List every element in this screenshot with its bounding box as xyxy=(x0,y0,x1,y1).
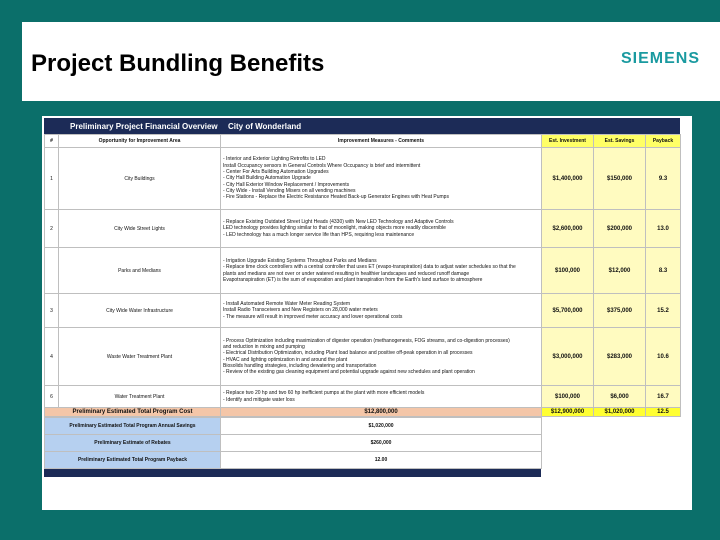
row-number xyxy=(45,248,59,294)
measure-line: - City Hall Building Automation Upgrade xyxy=(223,175,311,182)
measure-line: - Replace two 20 hp and two 60 hp inefficient pumps at the plant with more efficient models xyxy=(223,390,425,397)
siemens-logo: SIEMENS xyxy=(620,50,700,67)
measure-line: - City Wide - Install Vending Misers on all vending machines xyxy=(223,187,356,194)
row-number: 4 xyxy=(45,328,59,386)
est-investment: $3,000,000 xyxy=(542,328,594,386)
table-row xyxy=(45,294,681,328)
payback: 13.0 xyxy=(646,210,681,248)
measure-line: - Replace Existing Outdated Street Light Heads (4330) with New LED Technology and Adaptive Controls xyxy=(223,219,454,226)
measure-line: plants and medians are not over or under watered resulting in healthier landscapes and reduced runoff damage xyxy=(223,270,470,277)
measure-line: - City Hall Exterior Window Replacement / Improvements xyxy=(223,181,350,188)
sheet-title-bar xyxy=(44,118,680,134)
col-header: Est. Savings xyxy=(594,135,646,148)
opportunity-area: City Wide Street Lights xyxy=(59,210,221,248)
measure-line: - HVAC and lighting optimization in and around the plant xyxy=(223,356,348,363)
table-row xyxy=(45,328,681,386)
row-number: 2 xyxy=(45,210,59,248)
table-header-row xyxy=(45,135,681,148)
measure-line: Biosolids handling strategies, including dewatering and transportation xyxy=(223,362,377,369)
summary-value: $1,020,000 xyxy=(221,418,542,435)
opportunity-area: Waste Water Treatment Plant xyxy=(59,328,221,386)
payback: 15.2 xyxy=(646,294,681,328)
col-header: Est. Investment xyxy=(542,135,594,148)
row-number: 6 xyxy=(45,386,59,408)
col-header: Improvement Measures - Comments xyxy=(221,135,542,148)
opportunity-area: City Buildings xyxy=(59,148,221,210)
summary-value: 12.00 xyxy=(221,452,542,469)
table-row xyxy=(45,210,681,248)
row-number: 1 xyxy=(45,148,59,210)
improvement-measures xyxy=(221,210,542,248)
summary-label: Preliminary Estimate of Rebates xyxy=(45,435,221,452)
improvement-measures xyxy=(221,294,542,328)
improvement-measures xyxy=(221,328,542,386)
sheet-title: Preliminary Project Financial Overview xyxy=(70,122,218,131)
measure-line: - The measure will result in improved meter accuracy and lower operational costs xyxy=(223,313,403,320)
measure-line: Evapotranspiration (ET) is the sum of evaporation and plant transpiration from the Earth's land surface to atmosphere xyxy=(223,276,483,283)
est-investment: $100,000 xyxy=(542,386,594,408)
financial-overview-sheet xyxy=(44,118,680,477)
slide-header xyxy=(22,22,720,101)
est-investment: $1,400,000 xyxy=(542,148,594,210)
summary-label: Preliminary Estimated Total Program Annual Savings xyxy=(45,418,221,435)
table-row xyxy=(45,386,681,408)
table-row xyxy=(45,248,681,294)
summary-label: Preliminary Estimated Total Program Payback xyxy=(45,452,221,469)
est-savings: $12,000 xyxy=(594,248,646,294)
est-investment: $100,000 xyxy=(542,248,594,294)
summary-row xyxy=(45,452,542,469)
improvement-measures xyxy=(221,386,542,408)
est-savings: $200,000 xyxy=(594,210,646,248)
payback: 10.6 xyxy=(646,328,681,386)
summary-value: $260,000 xyxy=(221,435,542,452)
measure-line: - Replace time clock controllers with a central controller that uses ET (evapo-transpiration) data to adjust water schedules so that the xyxy=(223,264,516,271)
summary-row xyxy=(45,418,542,435)
table-row xyxy=(45,148,681,210)
measure-line: - Review of the existing gas cleaning equipment and potential upgrade against new schedules and plant operation xyxy=(223,369,475,376)
est-savings: $375,000 xyxy=(594,294,646,328)
measure-line: Install Radio Transceivers and New Registers on 28,000 water meters xyxy=(223,307,378,314)
payback: 8.3 xyxy=(646,248,681,294)
measure-line: - Fire Stations - Replace the Electric Resistance Heated Back-up Generator Engines with Heat Pumps xyxy=(223,194,449,201)
payback: 16.7 xyxy=(646,386,681,408)
opportunity-area: City Wide Water Infrastructure xyxy=(59,294,221,328)
est-investment: $5,700,000 xyxy=(542,294,594,328)
total-investment: $12,900,000 xyxy=(542,408,594,417)
summary-table xyxy=(44,417,542,469)
measure-line: - LED technology has a much longer service life than HPS, requiring less maintenance xyxy=(223,231,415,238)
sheet-footer-bar xyxy=(44,469,541,477)
est-savings: $6,000 xyxy=(594,386,646,408)
total-value: $12,800,000 xyxy=(221,408,542,417)
measure-line: LED technology provides lighting similar to that of moonlight, making objects more readily discernible xyxy=(223,225,446,232)
est-savings: $283,000 xyxy=(594,328,646,386)
total-savings: $1,020,000 xyxy=(594,408,646,417)
measure-line: and reduction in mixing and pumping xyxy=(223,343,305,350)
measure-line: - Process Optimization including maximization of digester operation (methanogenesis, FOG streams, and co-digestion processes) xyxy=(223,337,510,344)
client-name: City of Wonderland xyxy=(228,122,302,131)
slide-body xyxy=(42,116,692,510)
col-header: Opportunity for Improvement Area xyxy=(59,135,221,148)
measure-line: - Identify and mitigate water loss xyxy=(223,396,295,403)
financial-table xyxy=(44,134,681,417)
est-savings: $150,000 xyxy=(594,148,646,210)
opportunity-area: Water Treatment Plant xyxy=(59,386,221,408)
col-header: # xyxy=(45,135,59,148)
measure-line: - Irrigation Upgrade Existing Systems Throughout Parks and Medians xyxy=(223,257,377,264)
total-label: Preliminary Estimated Total Program Cost xyxy=(45,408,221,417)
measure-line: Install Occupancy sensors in General Controls Where Occupancy is brief and intermittent xyxy=(223,162,421,169)
opportunity-area: Parks and Medians xyxy=(59,248,221,294)
summary-row xyxy=(45,435,542,452)
improvement-measures xyxy=(221,148,542,210)
measure-line: - Install Automated Remote Water Meter Reading System xyxy=(223,301,351,308)
page-title: Project Bundling Benefits xyxy=(31,50,325,77)
measure-line: - Center For Arts Building Automation Upgrades xyxy=(223,169,329,176)
total-row xyxy=(45,408,681,417)
est-investment: $2,600,000 xyxy=(542,210,594,248)
payback: 9.3 xyxy=(646,148,681,210)
measure-line: - Electrical Distribution Optimization, including Plant load balance and positive off-peak operation in all processes xyxy=(223,350,473,357)
improvement-measures xyxy=(221,248,542,294)
col-header: Payback xyxy=(646,135,681,148)
row-number: 3 xyxy=(45,294,59,328)
measure-line: - Interior and Exterior Lighting Retrofits to LED xyxy=(223,156,326,163)
total-payback: 12.5 xyxy=(646,408,681,417)
